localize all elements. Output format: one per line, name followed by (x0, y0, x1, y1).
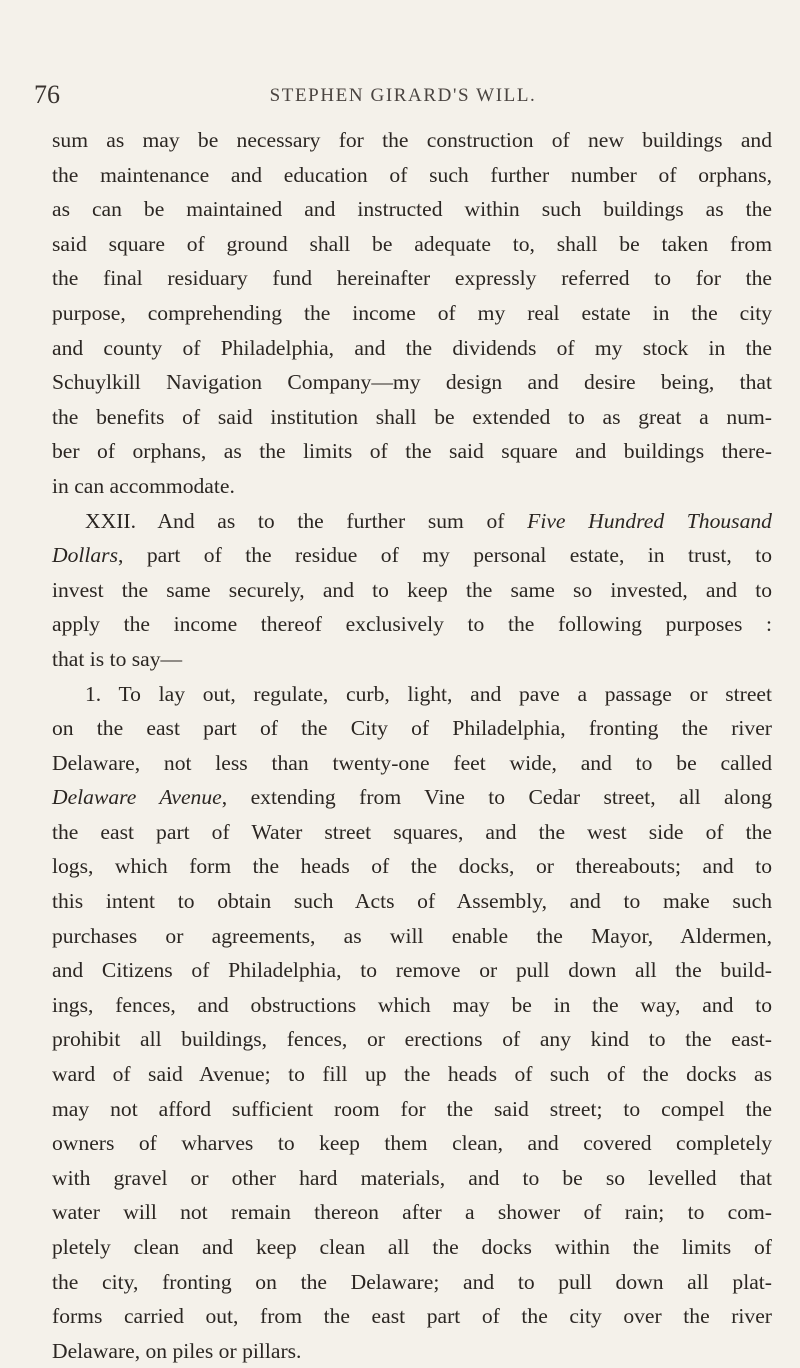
text-line: invest the same securely, and to keep the same so invested, and to (19, 573, 772, 608)
text-line: Delaware, on piles or pillars. (19, 1334, 772, 1368)
text-run: , part of the residue of my personal estate, in trust, to (118, 543, 772, 567)
text-line: sum as may be necessary for the construction of new buildings and (52, 123, 772, 158)
text-line: and Citizens of Philadelphia, to remove or pull down all the build- (19, 953, 772, 988)
text-line (52, 504, 772, 539)
text-line: and county of Philadelphia, and the dividends of my stock in the (52, 331, 772, 366)
text-line: logs, which form the heads of the docks, or thereabouts; and to (19, 849, 772, 884)
text-line: apply the income thereof exclusively to the following purposes : (19, 607, 772, 642)
text-line (19, 538, 772, 573)
text-line: on the east part of the City of Philadelphia, fronting the river (19, 711, 772, 746)
text-line: 1. To lay out, regulate, curb, light, and pave a passage or street (52, 677, 772, 712)
text-line: ings, fences, and obstructions which may be in the way, and to (19, 988, 772, 1023)
text-line: water will not remain thereon after a shower of rain; to com- (19, 1195, 772, 1230)
text-line: Delaware, not less than twenty-one feet wide, and to be called (19, 746, 772, 781)
paragraph-item-1 (52, 677, 772, 1368)
italic-street-name: Delaware Avenue (52, 785, 222, 809)
paragraph-continued (52, 123, 772, 504)
text-run: XXII. And as to the further sum of (85, 509, 527, 533)
text-line: in can accommodate. (52, 469, 772, 504)
text-line: forms carried out, from the east part of the city over the river (19, 1299, 772, 1334)
text-run: , extending from Vine to Cedar street, all along (222, 785, 772, 809)
text-line: prohibit all buildings, fences, or erections of any kind to the east- (19, 1022, 772, 1057)
text-line: that is to say— (19, 642, 772, 677)
text-line: said square of ground shall be adequate to, shall be taken from (52, 227, 772, 262)
text-line: pletely clean and keep clean all the docks within the limits of (19, 1230, 772, 1265)
text-line: ward of said Avenue; to fill up the heads of such of the docks as (19, 1057, 772, 1092)
body-text (52, 123, 772, 1368)
text-line: ber of orphans, as the limits of the said square and buildings there- (52, 434, 772, 469)
running-head: STEPHEN GIRARD'S WILL. (34, 84, 772, 108)
text-line: as can be maintained and instructed within such buildings as the (52, 192, 772, 227)
text-line: with gravel or other hard materials, and to be so levelled that (19, 1161, 772, 1196)
page-header (34, 80, 772, 110)
text-line: this intent to obtain such Acts of Assembly, and to make such (19, 884, 772, 919)
text-line: may not afford sufficient room for the said street; to compel the (19, 1092, 772, 1127)
page-number: 76 (34, 80, 60, 110)
text-line (19, 780, 772, 815)
text-line: purpose, comprehending the income of my real estate in the city (52, 296, 772, 331)
italic-amount: Dollars (52, 543, 118, 567)
text-line: purchases or agreements, as will enable the Mayor, Aldermen, (19, 919, 772, 954)
paragraph-section-xxii (52, 504, 772, 677)
text-line: owners of wharves to keep them clean, and covered completely (19, 1126, 772, 1161)
text-line: the final residuary fund hereinafter expressly referred to for the (52, 261, 772, 296)
italic-amount: Five Hundred Thousand (527, 509, 772, 533)
text-line: Schuylkill Navigation Company—my design and desire being, that (52, 365, 772, 400)
text-line: the city, fronting on the Delaware; and to pull down all plat- (19, 1265, 772, 1300)
text-line: the benefits of said institution shall be extended to as great a num- (52, 400, 772, 435)
text-line: the maintenance and education of such further number of orphans, (52, 158, 772, 193)
text-line: the east part of Water street squares, and the west side of the (19, 815, 772, 850)
